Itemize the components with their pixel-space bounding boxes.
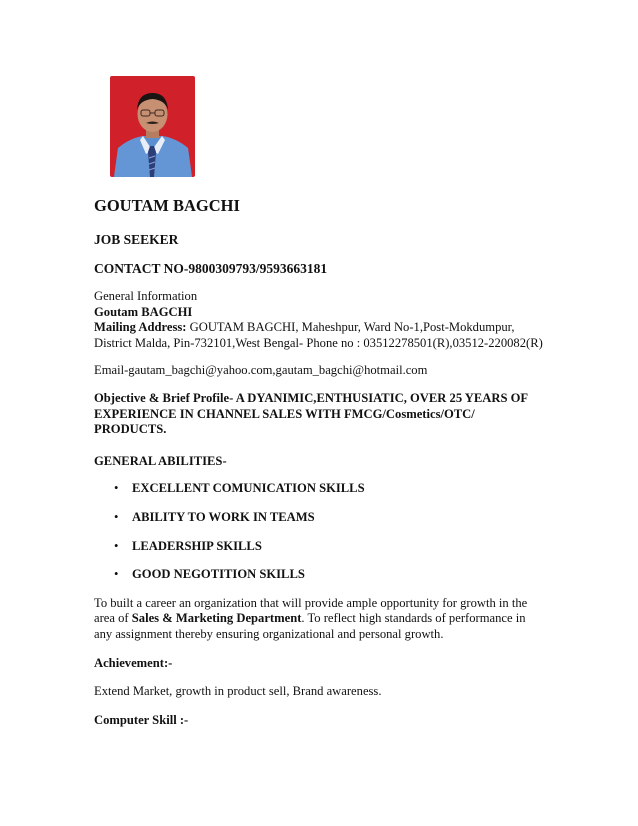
career-text-before: To built a career an organization that will provide ample opportunity for growth in the area of (94, 595, 528, 626)
ability-item (114, 481, 544, 497)
ability-item (114, 539, 544, 555)
achievement-title: Achievement:- (94, 655, 173, 670)
achievement-text: Extend Market, growth in product sell, Brand awareness. (94, 684, 382, 699)
objective-profile: Objective & Brief Profile- A DYANIMIC,ENTHUSIATIC, OVER 25 YEARS OF EXPERIENCE IN CHANNEL SALES WITH FMCG/Cosmetics/OTC/ PRODUCTS. (94, 390, 528, 437)
ability-text: ABILITY TO WORK IN TEAMS (132, 509, 315, 524)
ability-text: EXCELLENT COMUNICATION SKILLS (132, 481, 365, 496)
general-information-title: General Information (94, 289, 198, 303)
job-title: JOB SEEKER (94, 232, 179, 247)
contact-number: CONTACT NO-9800309793/9593663181 (94, 261, 328, 276)
bullet-icon: • (114, 509, 119, 524)
ability-item (114, 567, 544, 583)
email-line: Email-gautam_bagchi@yahoo.com,gautam_bagchi@hotmail.com (94, 363, 428, 378)
bullet-icon: • (114, 567, 119, 582)
career-text-after: . To reflect high standards of performance in any assignment thereby ensuring organizational and personal growth. (94, 611, 526, 641)
mailing-address-label: Mailing Address: (94, 320, 187, 335)
candidate-name: GOUTAM BAGCHI (94, 196, 240, 215)
bullet-icon: • (114, 538, 119, 553)
ability-text: LEADERSHIP SKILLS (132, 538, 262, 553)
general-abilities-title: GENERAL ABILITIES- (94, 453, 227, 468)
profile-photo (110, 76, 195, 177)
mailing-address-value: GOUTAM BAGCHI, Maheshpur, Ward No-1,Post-Mokdumpur, District Malda, Pin-732101,West Bengal- Phone no : 03512278501(R),03512-220082(R) (94, 320, 543, 350)
career-text-bold: Sales & Marketing Department (131, 611, 302, 626)
abilities-list (94, 481, 544, 582)
resume-content (94, 196, 544, 741)
general-information (94, 289, 544, 351)
bullet-icon: • (114, 481, 119, 496)
ability-text: GOOD NEGOTITION SKILLS (132, 567, 305, 582)
ability-item (114, 510, 544, 526)
career-objective (94, 596, 544, 643)
mailing-address (94, 320, 544, 351)
computer-skill-title: Computer Skill :- (94, 712, 189, 727)
full-name: Goutam BAGCHI (94, 304, 193, 319)
